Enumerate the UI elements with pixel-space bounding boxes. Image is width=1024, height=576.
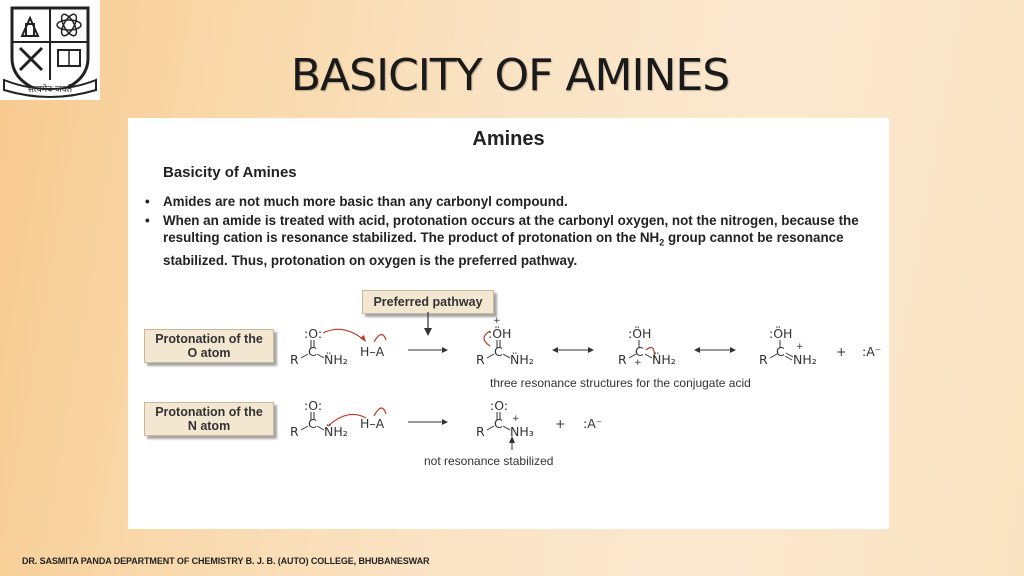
o-row-plus: + bbox=[836, 344, 847, 359]
not-stabilized-caption: not resonance stabilized bbox=[424, 454, 554, 468]
n-row-s1-oxygen: :O: bbox=[304, 398, 323, 413]
o-row-anion: :A⁻ bbox=[862, 344, 882, 359]
o-row-s3-nh2: N̈H₂ bbox=[652, 352, 676, 367]
n-row-plus: + bbox=[555, 416, 566, 431]
bullet-2-text-a: When an amide is treated with acid, protonation occurs at the carbonyl oxygen, not the nitrogen, because the resulting cation is resonance stabilized. The product of protonation on the NH bbox=[163, 213, 859, 245]
o-row-s1-r: R bbox=[290, 352, 299, 367]
slide-title: BASICITY OF AMINES bbox=[290, 50, 730, 101]
n-row-s2-nh3: NH₃ bbox=[510, 424, 534, 439]
logo-motto: सत्यमेव जयते bbox=[27, 85, 73, 95]
o-row-s4-nh2: NH₂ bbox=[793, 352, 817, 367]
n-row-s1-nh2: N̈H₂ bbox=[324, 424, 348, 439]
o-row-s4-r: R bbox=[759, 352, 768, 367]
n-row-ha: H–A bbox=[360, 416, 385, 431]
o-row-s2-oh: :ÖH bbox=[488, 326, 512, 341]
o-row-s4-c: C bbox=[776, 344, 785, 359]
o-row-ha: H–A bbox=[360, 344, 385, 359]
o-row-s4-oh: :ÖH bbox=[769, 326, 793, 341]
protonation-o-label: Protonation of the O atom bbox=[144, 329, 274, 363]
o-row-s3-plus: + bbox=[634, 358, 642, 368]
n-row-anion: :A⁻ bbox=[583, 416, 603, 431]
slide-footer: DR. SASMITA PANDA DEPARTMENT OF CHEMISTRY B. J. B. (AUTO) COLLEGE, BHUBANESWAR bbox=[22, 556, 430, 566]
o-row-s3-c: C bbox=[635, 344, 644, 359]
o-row-s4-plus: + bbox=[796, 342, 804, 352]
bullet-2-text-b: group cannot be resonance stabilized. Thus, protonation on oxygen is the preferred pathway. bbox=[163, 230, 844, 268]
college-logo bbox=[0, 0, 100, 100]
bullet-2-subscript: 2 bbox=[659, 237, 665, 248]
o-row-s1-c: C bbox=[308, 344, 317, 359]
o-row-s1-nh2: N̈H₂ bbox=[324, 352, 348, 367]
content-panel bbox=[128, 118, 889, 529]
n-row-s2-r: R bbox=[476, 424, 485, 439]
preferred-pathway-label: Preferred pathway bbox=[362, 290, 494, 314]
o-row-s3-oh: :ÖH bbox=[628, 326, 652, 341]
o-row-s2-nh2: N̈H₂ bbox=[510, 352, 534, 367]
o-row-s2-c: C bbox=[494, 344, 503, 359]
college-crest-icon bbox=[0, 0, 100, 100]
bullet-1-text: Amides are not much more basic than any carbonyl compound. bbox=[163, 194, 568, 209]
n-row-s2-plus: + bbox=[512, 414, 520, 424]
o-row-s3-r: R bbox=[618, 352, 627, 367]
panel-subheading: Basicity of Amines bbox=[163, 164, 297, 181]
resonance-caption: three resonance structures for the conjugate acid bbox=[490, 376, 751, 390]
n-row-s1-r: R bbox=[290, 424, 299, 439]
n-row-s1-c: C bbox=[308, 416, 317, 431]
panel-heading: Amines bbox=[472, 128, 545, 150]
o-row-s2-plus: + bbox=[493, 316, 501, 326]
n-row-s2-c: C bbox=[494, 416, 503, 431]
protonation-n-label: Protonation of the N atom bbox=[144, 402, 274, 436]
n-row-s2-oxygen: :O: bbox=[490, 398, 509, 413]
o-row-s2-r: R bbox=[476, 352, 485, 367]
o-row-s1-oxygen: :O: bbox=[304, 326, 323, 341]
